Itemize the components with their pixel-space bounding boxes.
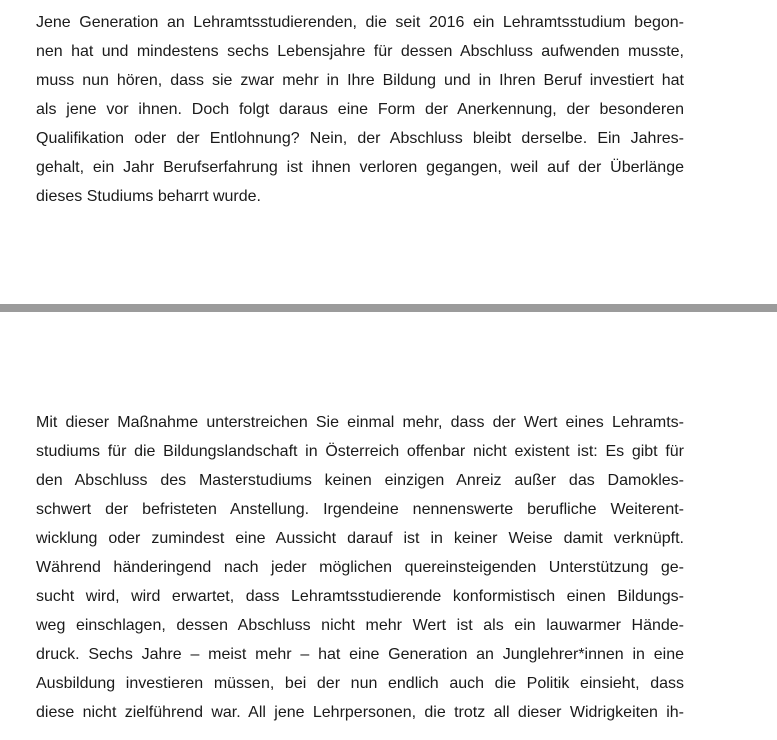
document-page-top — [0, 0, 777, 304]
paragraph-line: schwert der befristeten Anstellung. Irgendeine nennenswerte berufliche Weiterent- — [36, 501, 684, 518]
paragraph-line: wicklung oder zumindest eine Aussicht darauf ist in keiner Weise damit verknüpft. — [36, 530, 684, 547]
paragraph-line: Mit dieser Maßnahme unterstreichen Sie einmal mehr, dass der Wert eines Lehramts- — [36, 414, 684, 431]
paragraph-line: studiums für die Bildungslandschaft in Österreich offenbar nicht existent ist: Es gibt für — [36, 443, 684, 460]
paragraph-line: sucht wird, wird erwartet, dass Lehramtsstudierende konformistisch einen Bildungs- — [36, 588, 684, 605]
paragraph-line: Qualifikation oder der Entlohnung? Nein, der Abschluss bleibt derselbe. Ein Jahres- — [36, 130, 684, 147]
paragraph-line: druck. Sechs Jahre – meist mehr – hat eine Generation an Junglehrer*innen in eine — [36, 646, 684, 663]
paragraph-line: weg einschlagen, dessen Abschluss nicht mehr Wert ist als ein lauwarmer Hände- — [36, 617, 684, 634]
paragraph-line: Jene Generation an Lehramtsstudierenden, die seit 2016 ein Lehramtsstudium begon- — [36, 14, 684, 31]
paragraph-line: den Abschluss des Masterstudiums keinen einzigen Anreiz außer das Damokles- — [36, 472, 684, 489]
paragraph-line: Ausbildung investieren müssen, bei der nun endlich auch die Politik einsieht, dass — [36, 675, 684, 692]
paragraph-line: Während händeringend nach jeder möglichen quereinsteigenden Unterstützung ge- — [36, 559, 684, 576]
paragraph-line: diese nicht zielführend war. All jene Lehrpersonen, die trotz all dieser Widrigkeiten ih- — [36, 704, 684, 721]
paragraph-line: nen hat und mindestens sechs Lebensjahre für dessen Abschluss aufwenden musste, — [36, 43, 684, 60]
document-page-bottom — [0, 312, 777, 740]
paragraph-line: gehalt, ein Jahr Berufserfahrung ist ihnen verloren gegangen, weil auf der Überlänge — [36, 159, 684, 176]
paragraph-line: muss nun hören, dass sie zwar mehr in Ihre Bildung und in Ihren Beruf investiert hat — [36, 72, 684, 89]
paragraph-line: als jene vor ihnen. Doch folgt daraus eine Form der Anerkennung, der besonderen — [36, 101, 684, 118]
page-divider — [0, 304, 777, 312]
paragraph-line: dieses Studiums beharrt wurde. — [36, 188, 261, 205]
